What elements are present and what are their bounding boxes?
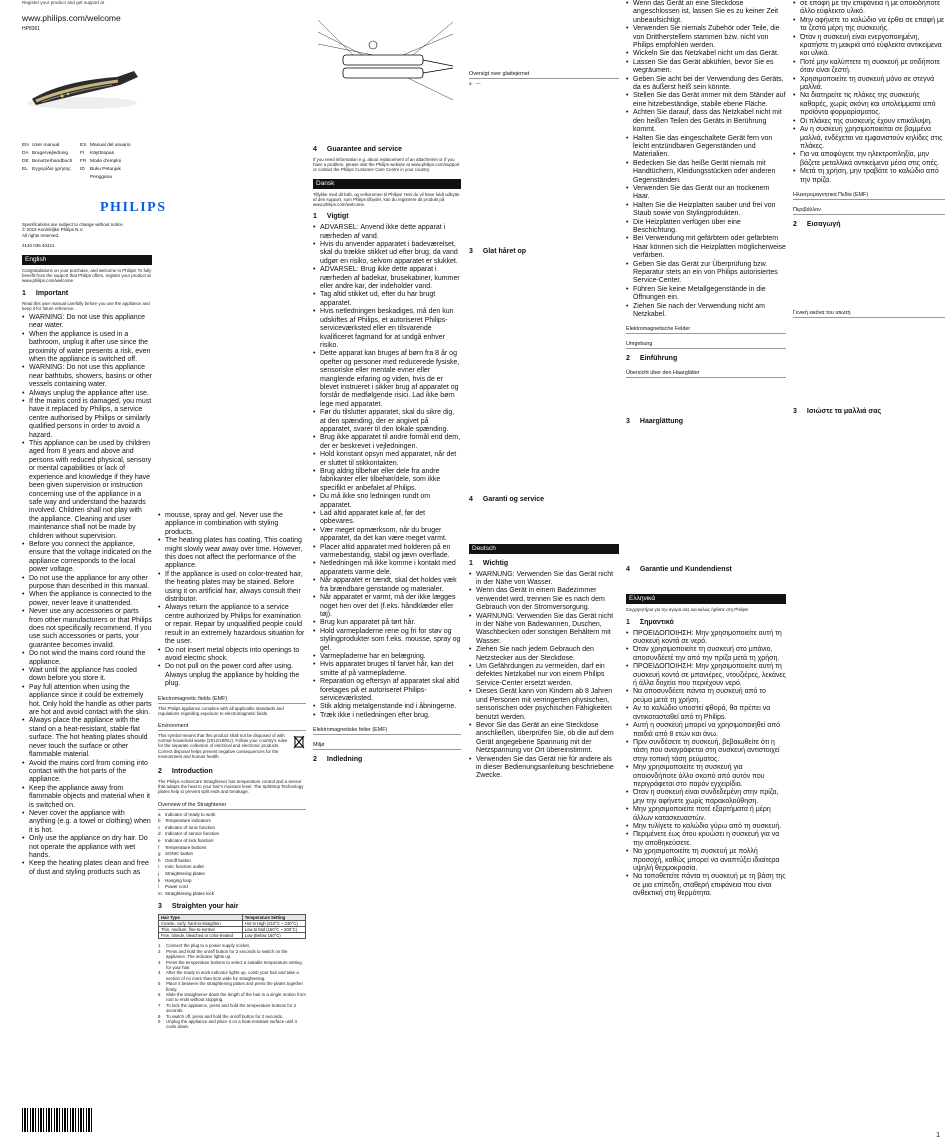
important-intro: Read this user manual carefully before you use the appliance and keep it for future reference. xyxy=(22,300,150,311)
overview-key: e xyxy=(158,837,161,843)
column-english-dansk xyxy=(313,0,461,1147)
language-code: DA xyxy=(22,150,29,156)
list-item: • Ziehen Sie nach jedem Gebrauch den Netzstecker aus der Steckdose. xyxy=(469,646,619,663)
list-item: • Αυτή η συσκευή μπορεί να χρησιμοποιηθεί από παιδιά από 8 ετών και άνω. xyxy=(626,722,786,739)
language-name: Brugervejledning xyxy=(32,150,69,156)
heading-important xyxy=(22,290,152,298)
step-item: 5 Place it between the straightening plates and press the plates together firmly. xyxy=(158,981,303,992)
product-image xyxy=(22,41,152,136)
heading-number: 3 xyxy=(626,418,630,426)
list-item: • Wait until the appliance has cooled down before you store it. xyxy=(22,667,152,684)
overview-key: g xyxy=(158,851,161,857)
list-item: • Before you connect the appliance, ensure that the voltage indicated on the appliance corresponds to the local power voltage. xyxy=(22,541,152,575)
list-item: • Lassen Sie das Gerät abkühlen, bevor Sie es wegräumen. xyxy=(626,59,786,76)
list-item: • Stellen Sie das Gerät immer mit dem Ständer auf eine hitzebeständige, stabile ebene Fläche. xyxy=(626,92,786,109)
heading-number: 1 xyxy=(313,213,317,221)
list-item: • Halten Sie das eingeschaltete Gerät fern von leicht entzündbaren Gegenständen und Materialien. xyxy=(626,135,786,160)
spacer xyxy=(158,0,306,512)
list-item: • Hvis apparatet bruges til farvet hår, kan det smitte af på varmepladerne. xyxy=(313,661,461,678)
list-item: • Pay full attention when using the appliance since it could be extremely hot. Only hold the handle as other parts are hot and avoid contact with the skin. xyxy=(22,684,152,718)
page-number: 1 xyxy=(936,1132,940,1139)
heading-number: 3 xyxy=(469,247,473,255)
list-item: • Hvis netledningen beskadiges, må den kun udskiftes af Philips, et autoriseret Philips-serviceværksted eller en tilsvarende kvalificeret fagmand for at undgå enhver risiko. xyxy=(313,308,461,350)
overview-key: m xyxy=(158,890,162,896)
overview-value: Ionic function outlet xyxy=(165,864,204,870)
dansk-overview-heading: Oversigt over glattejernet xyxy=(469,70,619,79)
language-name: Manual del usuario xyxy=(90,142,131,148)
dansk-warnings-list xyxy=(313,224,461,720)
section-header-deutsch: Deutsch xyxy=(469,544,619,554)
list-item: • Halten Sie die Heizplatten sauber und frei von Staub sowie von Stylingprodukten. xyxy=(626,202,786,219)
list-item: • WARNUNG: Verwenden Sie das Gerät nicht in der Nähe von Badewannen, Duschen, Waschbecken oder sonstigen Behältern mit Wasser. xyxy=(469,613,619,647)
table-row xyxy=(159,933,306,939)
overview-key: a xyxy=(158,811,161,817)
dansk-overview-list xyxy=(469,81,619,88)
list-item: • Verwenden Sie niemals Zubehör oder Teile, die von Drittherstellern stammen bzw. nicht von Philips empfohlen werden. xyxy=(626,25,786,50)
step-text: After the ready to work indicator lights up, comb your hair and take a section of no more than 5cm wide for straightening. xyxy=(166,970,299,981)
table-cell: Fine, blonde, bleached or color-treated xyxy=(159,933,243,939)
heading-title: Garanti og service xyxy=(482,495,544,503)
step-item: 1 Connect the plug to a power supply socket. xyxy=(158,943,250,949)
heading-number: 3 xyxy=(793,407,797,415)
list-item: • Brug aldrig tilbehør eller dele fra andre fabrikanter eller tilbehør/dele, som ikke specifikt er anbefalet af Philips. xyxy=(313,468,461,493)
straightener-illustration xyxy=(22,41,152,136)
dansk-intro: Tillykke med dit køb, og velkommen til Philips! Hvis du vil have fuldt udbytte af den support, som Philips tilbyder, kan du registrere dit produkt på www.philips.com/welcome. xyxy=(313,191,460,208)
list-item: • Never cover the appliance with anything (e.g. a towel or clothing) when it is hot. xyxy=(22,810,152,835)
deutsch-warnings-list-b xyxy=(626,0,786,319)
list-item: • Varmepladerne har en belægning. xyxy=(313,653,461,661)
list-item: • mousse, spray and gel. Never use the appliance in combination with styling products. xyxy=(158,512,306,537)
heading-number: 2 xyxy=(158,767,162,775)
heading-number: 3 xyxy=(158,903,162,911)
step-text: Unplug the appliance and place it on a heat-resistant surface until it cools down. xyxy=(166,1018,297,1030)
overview-placeholder: — xyxy=(476,81,481,86)
overview-value: Indicator of sensor function xyxy=(165,831,220,837)
temperature-table xyxy=(158,914,306,939)
steps-list xyxy=(158,943,306,1030)
heading-number: 1 xyxy=(626,618,630,626)
list-item: • Lad altid apparatet køle af, før det opbevares. xyxy=(313,510,461,527)
deutsch-warnings-list-a xyxy=(469,571,619,781)
section-header-english: English xyxy=(22,255,152,265)
greek-warnings-list-b xyxy=(793,0,945,185)
column-cover-english xyxy=(22,0,167,1147)
list-item: • Ziehen Sie nach der Verwendung nicht am Netzkabel. xyxy=(626,303,786,320)
list-item: • Να αποσυνδέετε πάντα τη συσκευή από το ρεύμα μετά τη χρήση. xyxy=(626,688,786,705)
section-header-dansk: Dansk xyxy=(313,179,461,189)
list-item: • When the appliance is used in a bathroom, unplug it after use since the proximity of water presents a risk, even when the appliance is switched off. xyxy=(22,331,152,365)
list-item: • Geben Sie acht bei der Verwendung des Geräts, da es äußerst heiß sein könnte. xyxy=(626,76,786,93)
language-code: DE xyxy=(22,158,29,164)
heading-garantie xyxy=(626,566,786,574)
step-text: To switch off, press and hold the on/off button for 2 seconds. xyxy=(166,1013,283,1019)
crossed-bin-icon xyxy=(292,733,306,749)
heading-number: 2 xyxy=(313,756,317,764)
legal-notice xyxy=(22,222,152,249)
step-item: 3 Press the temperature buttons to select a suitable temperature setting for your hair. xyxy=(158,959,302,970)
heading-number: 4 xyxy=(626,566,630,574)
list-item: • ADVARSEL: Brug ikke dette apparat i nærheden af badekar, brusekabiner, kummer eller andre kar, der indeholder vand. xyxy=(313,266,461,291)
heading-einfuehrung xyxy=(626,355,786,363)
list-item: • Do not wind the mains cord round the appliance. xyxy=(22,650,152,667)
overview-key: j xyxy=(158,870,159,876)
heading-title: Εισαγωγή xyxy=(806,220,841,228)
list-item: • Führen Sie keine Metallgegenstände in die Öffnungen ein. xyxy=(626,286,786,303)
heading-number: 2 xyxy=(626,355,630,363)
step-item: 4 After the ready to work indicator lights up, comb your hair and take a section of no more than 5cm wide for straightening. xyxy=(158,970,299,981)
list-item: • Μην αφήνετε το καλώδιο να έρθει σε επαφή με τα ζεστά μέρη της συσκευής. xyxy=(793,17,945,34)
list-item: • WARNUNG: Verwenden Sie das Gerät nicht in der Nähe von Wasser. xyxy=(469,571,619,588)
overview-value: Straightening plates xyxy=(165,870,205,876)
heading-title: Important xyxy=(35,289,69,297)
list-item: • Να διατηρείτε τις πλάκες της συσκευής καθαρές, χωρίς σκόνη και υπολείμματα από προϊόντα φορμαρίσματος. xyxy=(793,92,945,117)
step-item: 2 Press and hold the on/off button for 2 seconds to switch on the appliance. The indicator lights up. xyxy=(158,948,288,960)
list-item: • Χρησιμοποιείτε τη συσκευή μόνο σε στεγνά μαλλιά. xyxy=(793,76,945,93)
list-item: • Før du tilslutter apparatet, skal du sikre dig, at den spænding, der er angivet på apparatet, svarer til den lokale spænding. xyxy=(313,409,461,434)
step-item: 9 Unplug the appliance and place it on a heat-resistant surface until it cools down. xyxy=(158,1018,297,1030)
list-item: • The heating plates has coating. This coating might slowly wear away over time. However, this does not affect the performance of the appliance. xyxy=(158,537,306,571)
list-item: • Να χρησιμοποιείτε τη συσκευή με πολλή προσοχή, καθώς μπορεί να αναπτύξει ιδιαίτερα υψηλή θερμοκρασία. xyxy=(626,848,786,873)
list-item: • Να τοποθετείτε πάντα τη συσκευή με τη βάση της σε μια επίπεδη, σταθερή επιφάνεια που είναι ανθεκτική στη θερμότητα. xyxy=(626,873,786,898)
language-name: User manual xyxy=(32,142,60,148)
deutsch-overview-heading: Übersicht über den Haarglätter xyxy=(626,369,786,378)
english-intro: Congratulations on your purchase, and welcome to Philips! To fully benefit from the support that Philips offers, register your product at www.philips.com/welcome. xyxy=(22,267,152,284)
step-text: Press and hold the on/off button for 2 seconds to switch on the appliance. The indicator lights up. xyxy=(166,948,288,960)
column-dansk-deutsch xyxy=(469,0,619,1147)
list-item: • Όταν η συσκευή είναι συνδεδεμένη στην πρίζα, μην την αφήνετε χωρίς παρακολούθηση. xyxy=(626,789,786,806)
straightener-diagram xyxy=(313,0,461,130)
list-item: • Μετά τη χρήση, μην τραβάτε το καλώδιο από την πρίζα. xyxy=(793,168,945,185)
list-item: • Μην χρησιμοποιείτε ποτέ εξαρτήματα ή μέρη άλλων κατασκευαστών. xyxy=(626,806,786,823)
language-code: ES xyxy=(80,142,87,148)
list-item: • Avoid the mains cord from coming into contact with the hot parts of the appliance. xyxy=(22,760,152,785)
language-list xyxy=(22,142,152,182)
language-code: EN xyxy=(22,142,29,148)
list-item: • Geben Sie das Gerät zur Überprüfung bzw. Reparatur stets an ein von Philips autorisiertes Service-Center. xyxy=(626,261,786,286)
list-item: • Når apparatet er varmt, må der ikke lægges noget hen over det (f.eks. håndklæder eller tøj). xyxy=(313,594,461,619)
heading-title: Wichtig xyxy=(482,559,509,567)
section-header-greek: Ελληνικά xyxy=(626,594,786,604)
list-item: • Hold konstant opsyn med apparatet, når det er sluttet til stikkontakten. xyxy=(313,451,461,468)
column-deutsch xyxy=(626,0,786,1147)
greek-overview-heading: Γενική εικόνα του ισιωτή xyxy=(793,309,945,318)
list-item: • When the appliance is connected to the power, never leave it unattended. xyxy=(22,591,152,608)
list-item: • Always return the appliance to a service centre authorized by Philips for examination or repair. Repair by unqualified people could result in an extremely hazardous situation for the user. xyxy=(158,604,306,646)
heading-title: Indledning xyxy=(326,756,363,764)
cover-url: www.philips.com/welcome xyxy=(22,12,121,23)
list-item: • Brug ikke apparatet til andre formål end dem, der er beskrevet i vejledningen. xyxy=(313,434,461,451)
model-number: HP8361 xyxy=(22,25,41,32)
emf-heading: Electromagnetic fields (EMF) xyxy=(158,695,306,704)
heading-title: Glat håret op xyxy=(482,247,527,255)
overview-key: f xyxy=(158,844,160,850)
list-item: • Dieses Gerät kann von Kindern ab 8 Jahren und Personen mit verringerten physischen, sensorischen oder psychischen Fähigkeiten benutzt werden. xyxy=(469,688,619,722)
rights: All rights reserved. xyxy=(22,232,60,238)
list-item: • Αν το καλώδιο υποστεί φθορά, θα πρέπει να αντικατασταθεί από τη Philips. xyxy=(626,705,786,722)
heading-number: 1 xyxy=(22,289,26,297)
heading-title: Σημαντικό xyxy=(639,618,674,626)
greek-warnings-list-a xyxy=(626,630,786,899)
heading-garanti xyxy=(469,496,619,504)
list-item: • Hold varmepladerne rene og fri for støv og stylingprodukter som f.eks. mousse, spray og gel. xyxy=(313,628,461,653)
list-item: • Når apparatet er tændt, skal det holdes væk fra brændbare genstande og materialer. xyxy=(313,577,461,594)
list-item: • Wenn das Gerät an eine Steckdose angeschlossen ist, lassen Sie es zu keiner Zeit unbeaufsichtigt. xyxy=(626,0,786,25)
overview-list xyxy=(158,812,306,898)
english-warnings-list-continued xyxy=(158,512,306,689)
overview-key: b xyxy=(158,818,161,824)
list-item: • Bedecken Sie das heiße Gerät niemals mit Handtüchern, Kleidungsstücken oder anderen Gegenständen. xyxy=(626,160,786,185)
greek-env-heading: Περιβάλλον xyxy=(793,206,945,215)
heading-guarantee xyxy=(313,146,461,154)
list-item: • Die Heizplatten verfügen über eine Beschichtung. xyxy=(626,219,786,236)
list-item: • Do not use the appliance for any other purpose than described in this manual. xyxy=(22,575,152,592)
list-item: • Πριν συνδέσετε τη συσκευή, βεβαιωθείτε ότι η τάση που αναγράφεται στη συσκευή αντιστοιχεί στην τοπική τάση ρεύματος. xyxy=(626,739,786,764)
overview-key: d xyxy=(158,831,161,837)
list-item: • If the mains cord is damaged, you must have it replaced by Philips, a service centre authorised by Philips or similarly qualified persons in order to avoid a hazard. xyxy=(22,398,152,440)
overview-value: Temperature buttons xyxy=(165,844,207,850)
list-item: • Placer altid apparatet med holderen på en varmebestandig, stabil og jævn overflade. xyxy=(313,544,461,561)
overview-value: Indicator of Ionic function xyxy=(165,824,216,830)
greek-intro: Συγχαρητήρια για την αγορά σας και καλώς ήρθατε στη Philips! xyxy=(626,607,749,613)
list-item: • WARNING: Do not use this appliance near water. xyxy=(22,314,152,331)
introduction-text: The Philips ActiveCare Straightener has temperature control and a sensor that adapts the heat to your hair's moisture level. The SplitStop Technology plates help to prevent split ends and breakage. xyxy=(158,778,304,795)
list-item: • Περιμένετε έως ότου κρυώσει η συσκευή για να την αποθηκεύσετε. xyxy=(626,831,786,848)
dansk-env-heading: Miljø xyxy=(313,741,461,750)
deutsch-env-heading: Umgebung xyxy=(626,340,786,349)
list-item: • Do not pull on the power cord after using. Always unplug the appliance by holding the plug. xyxy=(158,663,306,688)
barcode xyxy=(22,1108,92,1132)
heading-introduction xyxy=(158,768,306,776)
list-item: • Μην χρησιμοποιείτε τη συσκευή για οποιονδήποτε άλλο σκοπό από αυτόν που περιγράφεται στο παρόν εγχειρίδιο. xyxy=(626,764,786,789)
list-item: • Μην τυλίγετε το καλώδιο γύρω από τη συσκευή. xyxy=(626,823,786,831)
overview-key: a xyxy=(469,81,472,86)
table-header-cell: Hair Type xyxy=(159,915,243,921)
language-name: Εγχειρίδιο χρήσης xyxy=(32,166,71,172)
overview-value: Temperature indicators xyxy=(165,818,211,824)
step-text: Connect the plug to a power supply socket. xyxy=(166,943,250,949)
heading-title: Introduction xyxy=(171,767,213,775)
step-text: Place it between the straightening plates and press the plates together firmly. xyxy=(166,981,303,992)
table-cell: Thin, medium, fine-to-normal xyxy=(159,927,243,933)
language-name: Käyttöopas xyxy=(90,150,115,156)
list-item: • ΠΡΟΕΙΔΟΠΟΙΗΣΗ: Μην χρησιμοποιείτε αυτή τη συσκευή κοντά σε νερό. xyxy=(626,630,786,647)
list-item: • Verwenden Sie das Gerät nur an trockenem Haar. xyxy=(626,185,786,202)
language-code: FR xyxy=(80,158,87,164)
list-item: • Always place the appliance with the stand on a heat-resistant, stable flat surface. The hot heating plates should never touch the surface or other flammable material. xyxy=(22,717,152,759)
list-item: • Bevor Sie das Gerät an eine Steckdose anschließen, überprüfen Sie, ob die auf dem Gerät angegebene Spannung mit der Netzspannung vor Ort übereinstimmt. xyxy=(469,722,619,756)
philips-logo: PHILIPS xyxy=(100,199,167,215)
heading-glat xyxy=(469,248,619,256)
list-item: • Dette apparat kan bruges af børn fra 8 år og opefter og personer med reducerede fysiske, sensoriske eller mentale evner eller manglende erfaring og viden, hvis de er blevet instrueret i sikker brug af apparatet og forstår de medfølgende risici. Lad ikke børn lege med apparatet. xyxy=(313,350,461,409)
heading-title: Ισιώστε τα μαλλιά σας xyxy=(806,407,882,415)
list-item: • Για να αποφύγετε την ηλεκτροπληξία, μην βάζετε μεταλλικά αντικείμενα μέσα στις οπές. xyxy=(793,151,945,168)
list-item: • ADVARSEL: Anvend ikke dette apparat i nærheden af vand. xyxy=(313,224,461,241)
list-item: • Du må ikke sno ledningen rundt om apparatet. xyxy=(313,493,461,510)
overview-key: h xyxy=(158,857,161,863)
overview-value: On/off button xyxy=(165,857,191,863)
list-item: • Bei Verwendung mit gefärbtem oder gefärbtem Haar können sich die Heizplatten möglicherweise verfärben. xyxy=(626,235,786,260)
list-item: • Όταν η συσκευή είναι ενεργοποιημένη, κρατήστε τη μακριά από εύφλεκτα αντικείμενα και υλικά. xyxy=(793,34,945,59)
overview-value: Indicator of ready to work xyxy=(165,811,216,817)
list-item: • Tag altid stikket ud, efter du har brugt apparatet. xyxy=(313,291,461,308)
list-item: • Always unplug the appliance after use. xyxy=(22,390,152,398)
list-item: • Brug kun apparatet på tørt hår. xyxy=(313,619,461,627)
heading-title: Einführung xyxy=(639,355,678,363)
heading-wichtig xyxy=(469,560,619,568)
list-item: • Wenn das Gerät in einem Badezimmer verwendet wird, trennen Sie es nach dem Gebrauch von der Stromversorgung. xyxy=(469,587,619,612)
language-name: Buku Petunjuk Pengguna xyxy=(90,166,121,180)
heading-number: 4 xyxy=(313,146,317,153)
guarantee-text: If you need information e.g. about replacement of an attachment or if you have a problem, please visit the Philips website at www.philips.com/support or contact the Philips Customer Care Centre in your country. xyxy=(313,157,460,173)
list-item: • Wickeln Sie das Netzkabel nicht um das Gerät. xyxy=(626,50,786,58)
list-item: • Όταν χρησιμοποιείτε τη συσκευή στο μπάνιο, αποσυνδέετέ την από την πρίζα μετά τη χρήση. xyxy=(626,646,786,663)
table-cell: Coarse, curly, hard-to-straighten xyxy=(159,921,243,927)
environment-block xyxy=(158,733,306,762)
step-item: 6 Slide the straightener down the length of the hair in a single motion from root to ends without stopping. xyxy=(158,991,306,1003)
list-item: • Netledningen må ikke komme i kontakt med apparatets varme dele. xyxy=(313,560,461,577)
list-item: • Hvis du anvender apparatet i badeværelset, skal du trække stikket ud efter brug, da vand udgør en risiko, selvom apparatet er slukket. xyxy=(313,241,461,266)
environment-heading: Environment xyxy=(158,722,306,731)
list-item: • Um Gefährdungen zu vermeiden, darf ein defektes Netzkabel nur von einem Philips Service-Center ersetzt werden. xyxy=(469,663,619,688)
table-cell: Low (Below 160°C) xyxy=(242,933,305,939)
heading-eisagogi xyxy=(793,221,945,229)
list-item: • Never use any accessories or parts from other manufacturers or that Philips does not specifically recommend. If you use such accessories or parts, your guarantee becomes invalid. xyxy=(22,608,152,650)
list-item: • Stik aldrig metalgenstande ind i åbningerne. xyxy=(313,703,461,711)
overview-key: k xyxy=(158,877,161,883)
cover-tagline: Register your product and get support at xyxy=(22,0,105,5)
language-code: FI xyxy=(80,150,85,156)
list-item: • Do not insert metal objects into openings to avoid electric shock. xyxy=(158,647,306,664)
heading-title: Guarantee and service xyxy=(326,146,402,153)
list-item: • Reparation og eftersyn af apparatet skal altid foretages på et autoriseret Philips-serviceværksted. xyxy=(313,678,461,703)
heading-number: 2 xyxy=(793,220,797,228)
list-item: • WARNING: Do not use this appliance near bathtubs, showers, basins or other vessels containing water. xyxy=(22,364,152,389)
list-item: • Verwenden Sie das Gerät nie für andere als in dieser Bedienungsanleitung beschriebene Zwecke. xyxy=(469,756,619,781)
overview-value: Straightening plates lock xyxy=(165,890,215,896)
step-item: 8 To switch off, press and hold the on/off button for 2 seconds. xyxy=(158,1013,283,1019)
list-item: • ΠΡΟΕΙΔΟΠΟΙΗΣΗ: Μην χρησιμοποιείτε αυτή τη συσκευή κοντά σε μπανιέρες, ντουζιέρες, λεκάνες ή άλλα δοχεία που περιέχουν νερό. xyxy=(626,663,786,688)
overview-value: Power cord xyxy=(165,884,188,890)
column-greek xyxy=(793,0,945,1147)
language-name: Benutzerhandbuch xyxy=(32,158,73,164)
heading-title: Garantie und Kundendienst xyxy=(639,566,732,574)
english-warnings-list xyxy=(22,314,152,877)
overview-figure xyxy=(313,0,461,140)
step-text: To lock the appliance, press and hold the temperature buttons for 2 seconds. xyxy=(166,1002,297,1014)
heading-vigtigt xyxy=(313,213,461,221)
language-name: Mode d'emploi xyxy=(90,158,122,164)
overview-key: l xyxy=(158,884,159,890)
overview-key: i xyxy=(158,864,159,870)
list-item: • Vær meget opmærksom, når du bruger apparatet, da det kan være meget varmt. xyxy=(313,527,461,544)
heading-number: 1 xyxy=(469,559,473,567)
language-code: ID xyxy=(80,166,85,172)
step-text: Slide the straightener down the length of the hair in a single motion from root to ends without stopping. xyxy=(166,991,306,1003)
list-item: • Keep the appliance away from flammable objects and material when it is switched on. xyxy=(22,785,152,810)
overview-key: c xyxy=(158,824,161,830)
heading-title: Vigtigt xyxy=(326,213,349,221)
list-item: • Ποτέ μην καλύπτετε τη συσκευή με οτιδήποτε όταν είναι ζεστή. xyxy=(793,59,945,76)
spec-note: Specifications are subject to change without notice xyxy=(22,221,123,227)
heading-straighten xyxy=(158,903,306,911)
greek-emf-heading: Ηλεκτρομαγνητικά Πεδία (EMF) xyxy=(793,191,945,200)
copyright: © 2015 Koninklijke Philips N.V. xyxy=(22,227,84,233)
table-cell: Hot to High (210°C ~ 230°C) xyxy=(242,921,305,927)
step-item: 7 To lock the appliance, press and hold the temperature buttons for 2 seconds. xyxy=(158,1002,297,1014)
overview-heading: Overview of the Straightener xyxy=(158,801,306,810)
environment-text: This symbol means that this product shall not be disposed of with normal household waste (2012/19/EU). Follow your country's rules for the separate collection of electrical and electronic products. Correct disposal helps prevent negative consequences for the environment and human health. xyxy=(158,732,288,759)
overview-value: Indicator of lock function xyxy=(165,837,214,843)
list-item: • Οι πλάκες της συσκευής έχουν επικάλυψη. xyxy=(793,118,945,126)
list-item: • σε επαφή με την επιφάνεια ή με οποιοδήποτε άλλο εύφλεκτο υλικό. xyxy=(793,0,945,17)
list-item: • Keep the heating plates clean and free of dust and styling products such as xyxy=(22,860,152,877)
emf-text: This Philips appliance complies with all applicable standards and regulations regarding exposure to electromagnetic fields. xyxy=(158,705,284,716)
doc-number: 3140 035 40421 xyxy=(22,243,55,249)
list-item: • This appliance can be used by children aged from 8 years and above and persons with reduced physical, sensory or mental capabilities or lack of experience and knowledge if they have been given supervision or instruction concerning use of the appliance in a safe way and understand the hazards involved. Children shall not play with the appliance. Cleaning and user maintenance shall not be made by children without supervision. xyxy=(22,440,152,541)
heading-title: Straighten your hair xyxy=(171,903,239,911)
heading-haarglaettung xyxy=(626,418,786,426)
list-item: • Achten Sie darauf, dass das Netzkabel nicht mit den heißen Teilen des Geräts in Berührung kommt. xyxy=(626,109,786,134)
overview-value: SONIC button xyxy=(165,851,194,857)
list-item: • Træk ikke i netledningen efter brug. xyxy=(313,712,461,720)
heading-title: Haarglättung xyxy=(639,418,684,426)
column-english-continued xyxy=(158,0,306,1147)
heading-isioste xyxy=(793,408,945,416)
heading-number: 4 xyxy=(469,495,473,503)
overview-value: Hanging loop xyxy=(165,877,192,883)
step-text: Press the temperature buttons to select a suitable temperature setting for your hair. xyxy=(166,959,302,970)
dansk-emf-heading: Elektromagnetiske felter (EMF) xyxy=(313,726,461,735)
list-item: • Only use the appliance on dry hair. Do not operate the appliance with wet hands. xyxy=(22,835,152,860)
language-code: EL xyxy=(22,166,28,172)
table-header-cell: Temperature Setting xyxy=(242,915,305,921)
table-cell: Low to Mid (160°C ~ 200°C) xyxy=(242,927,305,933)
heading-indledning xyxy=(313,756,461,764)
heading-simantiko xyxy=(626,619,786,627)
list-item: • Αν η συσκευή χρησιμοποιείται σε βαμμένα μαλλιά, ενδέχεται να εμφανιστούν κηλίδες στις πλάκες. xyxy=(793,126,945,151)
list-item: • If the appliance is used on color-treated hair, the heating plates may be stained. Before using it on artificial hair, always consult their distributor. xyxy=(158,571,306,605)
deutsch-emf-heading: Elektromagnetische Felder xyxy=(626,325,786,334)
